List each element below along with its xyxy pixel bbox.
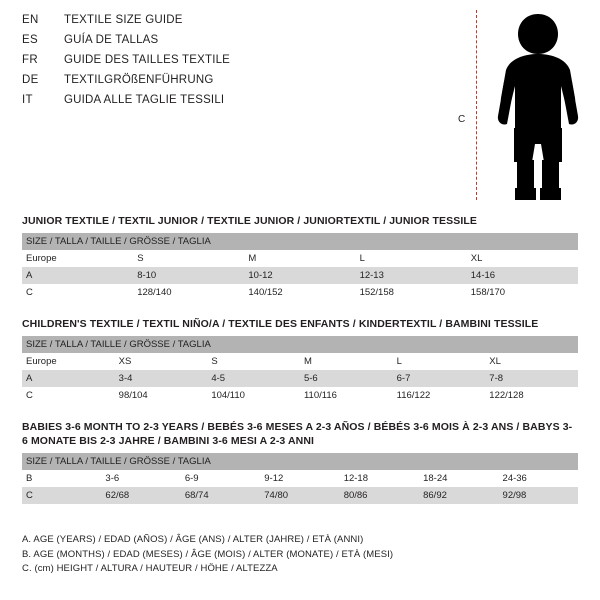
cell: 158/170 bbox=[467, 284, 578, 301]
cell: S bbox=[207, 353, 300, 370]
section-babies-textile bbox=[22, 420, 578, 504]
band-label: SIZE / TALLA / TAILLE / GRÖSSE / TAGLIA bbox=[22, 453, 578, 470]
row-label: A bbox=[22, 370, 115, 387]
language-code: IT bbox=[22, 94, 33, 106]
language-code: DE bbox=[22, 74, 39, 86]
cell: 5-6 bbox=[300, 370, 393, 387]
header-row bbox=[22, 94, 442, 114]
cell: 74/80 bbox=[260, 487, 339, 504]
table-band-row bbox=[22, 336, 578, 353]
cell: 62/68 bbox=[101, 487, 180, 504]
header-row bbox=[22, 54, 442, 74]
row-label: Europe bbox=[22, 250, 133, 267]
cell: 140/152 bbox=[244, 284, 355, 301]
cell: 104/110 bbox=[207, 387, 300, 404]
table-row bbox=[22, 353, 578, 370]
legend-line-a: A. AGE (YEARS) / EDAD (AÑOS) / ÂGE (ANS) / ALTER (JAHRE) / ETÀ (ANNI) bbox=[22, 534, 364, 545]
header-row bbox=[22, 74, 442, 94]
table-row bbox=[22, 267, 578, 284]
measure-c-label: C bbox=[458, 114, 466, 125]
cell: M bbox=[300, 353, 393, 370]
table-row bbox=[22, 284, 578, 301]
row-label: C bbox=[22, 387, 115, 404]
table-row bbox=[22, 250, 578, 267]
cell: 110/116 bbox=[300, 387, 393, 404]
row-label: B bbox=[22, 470, 101, 487]
cell: 6-9 bbox=[181, 470, 260, 487]
cell: 3-6 bbox=[101, 470, 180, 487]
table-row bbox=[22, 370, 578, 387]
cell: 12-18 bbox=[340, 470, 419, 487]
cell: 92/98 bbox=[499, 487, 578, 504]
guide-title: TEXTILE SIZE GUIDE bbox=[64, 14, 183, 26]
cell: 116/122 bbox=[393, 387, 486, 404]
cell: M bbox=[244, 250, 355, 267]
cell: S bbox=[133, 250, 244, 267]
row-label: Europe bbox=[22, 353, 115, 370]
section-title: JUNIOR TEXTILE / TEXTIL JUNIOR / TEXTILE JUNIOR / JUNIORTEXTIL / JUNIOR TESSILE bbox=[22, 215, 477, 227]
section-title: CHILDREN'S TEXTILE / TEXTIL NIÑO/A / TEXTILE DES ENFANTS / KINDERTEXTIL / BAMBINI TESSILE bbox=[22, 318, 539, 330]
cell: 12-13 bbox=[356, 267, 467, 284]
guide-title: TEXTILGRÖßENFÜHRUNG bbox=[64, 74, 214, 86]
legend-line-b: B. AGE (MONTHS) / EDAD (MESES) / ÂGE (MOIS) / ALTER (MONATE) / ETÀ (MESI) bbox=[22, 548, 394, 560]
cell: 10-12 bbox=[244, 267, 355, 284]
cell: 98/104 bbox=[115, 387, 208, 404]
cell: 3-4 bbox=[115, 370, 208, 387]
cell: XS bbox=[115, 353, 208, 370]
cell: 128/140 bbox=[133, 284, 244, 301]
guide-title: GUÍA DE TALLAS bbox=[64, 34, 159, 46]
size-table-junior bbox=[22, 233, 578, 301]
section-junior-textile bbox=[22, 214, 578, 301]
cell: 152/158 bbox=[356, 284, 467, 301]
cell: XL bbox=[485, 353, 578, 370]
row-label: A bbox=[22, 267, 133, 284]
row-label: C bbox=[22, 284, 133, 301]
cell: L bbox=[393, 353, 486, 370]
height-guide-line bbox=[476, 10, 477, 200]
cell: 24-36 bbox=[499, 470, 578, 487]
cell: 4-5 bbox=[207, 370, 300, 387]
table-row bbox=[22, 470, 578, 487]
band-label: SIZE / TALLA / TAILLE / GRÖSSE / TAGLIA bbox=[22, 336, 578, 353]
cell: 14-16 bbox=[467, 267, 578, 284]
section-childrens-textile bbox=[22, 317, 578, 404]
table-band-row bbox=[22, 233, 578, 250]
cell: 8-10 bbox=[133, 267, 244, 284]
table-row bbox=[22, 487, 578, 504]
size-table-babies bbox=[22, 453, 578, 504]
toddler-silhouette-icon bbox=[488, 12, 588, 204]
legend-line-c: C. (cm) HEIGHT / ALTURA / HAUTEUR / HÖHE / ALTEZZA bbox=[22, 563, 278, 574]
cell: 18-24 bbox=[419, 470, 498, 487]
table-band-row bbox=[22, 453, 578, 470]
cell: 6-7 bbox=[393, 370, 486, 387]
cell: 9-12 bbox=[260, 470, 339, 487]
guide-title: GUIDA ALLE TAGLIE TESSILI bbox=[64, 94, 225, 106]
cell: 68/74 bbox=[181, 487, 260, 504]
header-row bbox=[22, 34, 442, 54]
cell: XL bbox=[467, 250, 578, 267]
cell: L bbox=[356, 250, 467, 267]
band-label: SIZE / TALLA / TAILLE / GRÖSSE / TAGLIA bbox=[22, 233, 578, 250]
language-code: EN bbox=[22, 14, 39, 26]
measurement-figure bbox=[448, 8, 588, 208]
cell: 86/92 bbox=[419, 487, 498, 504]
header-row bbox=[22, 14, 442, 34]
language-code: ES bbox=[22, 34, 38, 46]
language-title-block bbox=[22, 14, 442, 114]
guide-title: GUIDE DES TAILLES TEXTILE bbox=[64, 54, 231, 66]
cell: 7-8 bbox=[485, 370, 578, 387]
row-label: C bbox=[22, 487, 101, 504]
legend-block bbox=[22, 533, 582, 577]
size-table-children bbox=[22, 336, 578, 404]
section-title: BABIES 3-6 MONTH TO 2-3 YEARS / BEBÉS 3-6 MESES A 2-3 AÑOS / BÉBÉS 3-6 MOIS À 2-3 ANS / BABYS 3-6 MONATE BIS 2-3 JAHRE / BAMBINI 3-6 MESI A 2-3 ANNI bbox=[22, 421, 573, 447]
cell: 80/86 bbox=[340, 487, 419, 504]
language-code: FR bbox=[22, 54, 38, 66]
cell: 122/128 bbox=[485, 387, 578, 404]
table-row bbox=[22, 387, 578, 404]
